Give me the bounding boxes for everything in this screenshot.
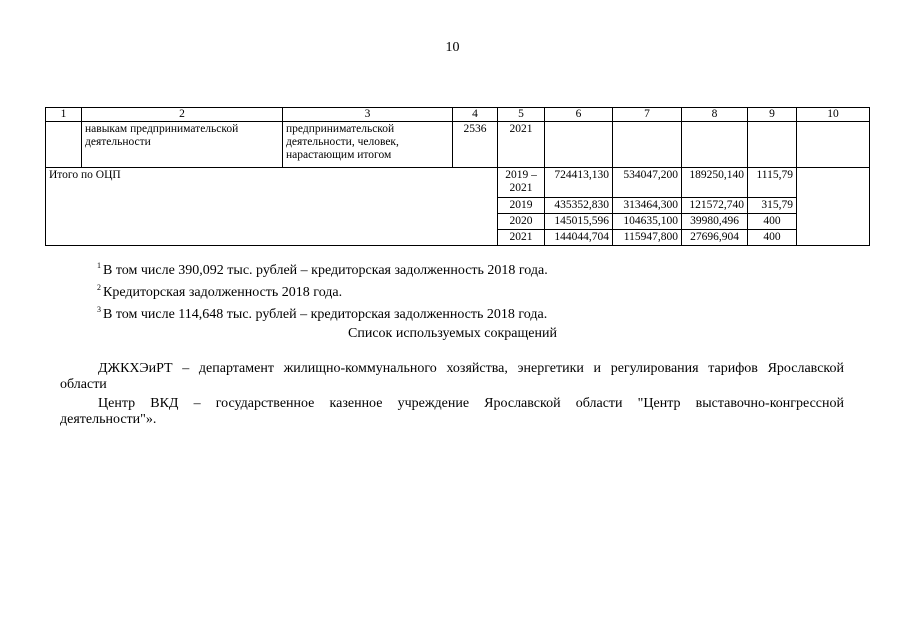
- table-cell: 400: [748, 230, 797, 246]
- total-label: Итого по ОЦП: [46, 168, 498, 246]
- footnote-text: Кредиторская задолженность 2018 года.: [103, 285, 343, 300]
- table-cell: 2021: [498, 122, 545, 168]
- footnote-number: 2: [97, 283, 101, 292]
- column-number: 2: [82, 108, 283, 122]
- table-cell: 2021: [498, 230, 545, 246]
- table-cell: 115947,800: [613, 230, 682, 246]
- table-cell: 1115,79: [748, 168, 797, 198]
- column-number: 8: [682, 108, 748, 122]
- table-cell: 27696,904: [682, 230, 748, 246]
- table-cell: 2019 – 2021: [498, 168, 545, 198]
- table-row: [46, 168, 870, 198]
- table-header-row: [46, 108, 870, 122]
- footnote: [97, 257, 548, 279]
- footnote-number: 3: [97, 305, 101, 314]
- table-cell: 2536: [453, 122, 498, 168]
- page-number: 10: [445, 40, 460, 55]
- table-cell: 534047,200: [613, 168, 682, 198]
- abbreviation-entry: ДЖКХЭиРТ – департамент жилищно-коммунального хозяйства, энергетики и регулирования тарифов Ярославской области: [60, 361, 844, 392]
- table-row: [46, 122, 870, 168]
- table-cell: [797, 122, 870, 168]
- table-cell: [545, 122, 613, 168]
- table-cell: 145015,596: [545, 214, 613, 230]
- abbreviation-entry: Центр ВКД – государственное казенное учреждение Ярославской области "Центр выставочно-конгрессной деятельности"».: [60, 396, 844, 427]
- column-number: 1: [46, 108, 82, 122]
- column-number: 10: [797, 108, 870, 122]
- table-cell: 2020: [498, 214, 545, 230]
- abbreviations-title: Список используемых сокращений: [348, 326, 557, 341]
- table-cell: [613, 122, 682, 168]
- program-table: [45, 107, 870, 246]
- table-cell: навыкам предпринимательской деятельности: [82, 122, 283, 168]
- table-cell: предпринимательской деятельности, человек, нарастающим итогом: [283, 122, 453, 168]
- table-cell: 39980,496: [682, 214, 748, 230]
- footnote-text: В том числе 390,092 тыс. рублей – кредиторская задолженность 2018 года.: [103, 263, 548, 278]
- table-cell: 315,79: [748, 198, 797, 214]
- table-cell: 313464,300: [613, 198, 682, 214]
- table-cell: 400: [748, 214, 797, 230]
- table-cell: 724413,130: [545, 168, 613, 198]
- footnotes: [97, 257, 548, 323]
- table-cell: 2019: [498, 198, 545, 214]
- footnote-number: 1: [97, 261, 101, 270]
- column-number: 5: [498, 108, 545, 122]
- footnote-text: В том числе 114,648 тыс. рублей – кредиторская задолженность 2018 года.: [103, 307, 548, 322]
- table-cell: 144044,704: [545, 230, 613, 246]
- table-cell: [46, 122, 82, 168]
- column-number: 9: [748, 108, 797, 122]
- column-number: 4: [453, 108, 498, 122]
- table-cell: [748, 122, 797, 168]
- footnote: [97, 301, 548, 323]
- column-number: 6: [545, 108, 613, 122]
- table-cell: 435352,830: [545, 198, 613, 214]
- column-number: 7: [613, 108, 682, 122]
- table-cell: [797, 168, 870, 246]
- column-number: 3: [283, 108, 453, 122]
- table-cell: 189250,140: [682, 168, 748, 198]
- table-cell: [682, 122, 748, 168]
- table-cell: 121572,740: [682, 198, 748, 214]
- table-cell: 104635,100: [613, 214, 682, 230]
- footnote: [97, 279, 548, 301]
